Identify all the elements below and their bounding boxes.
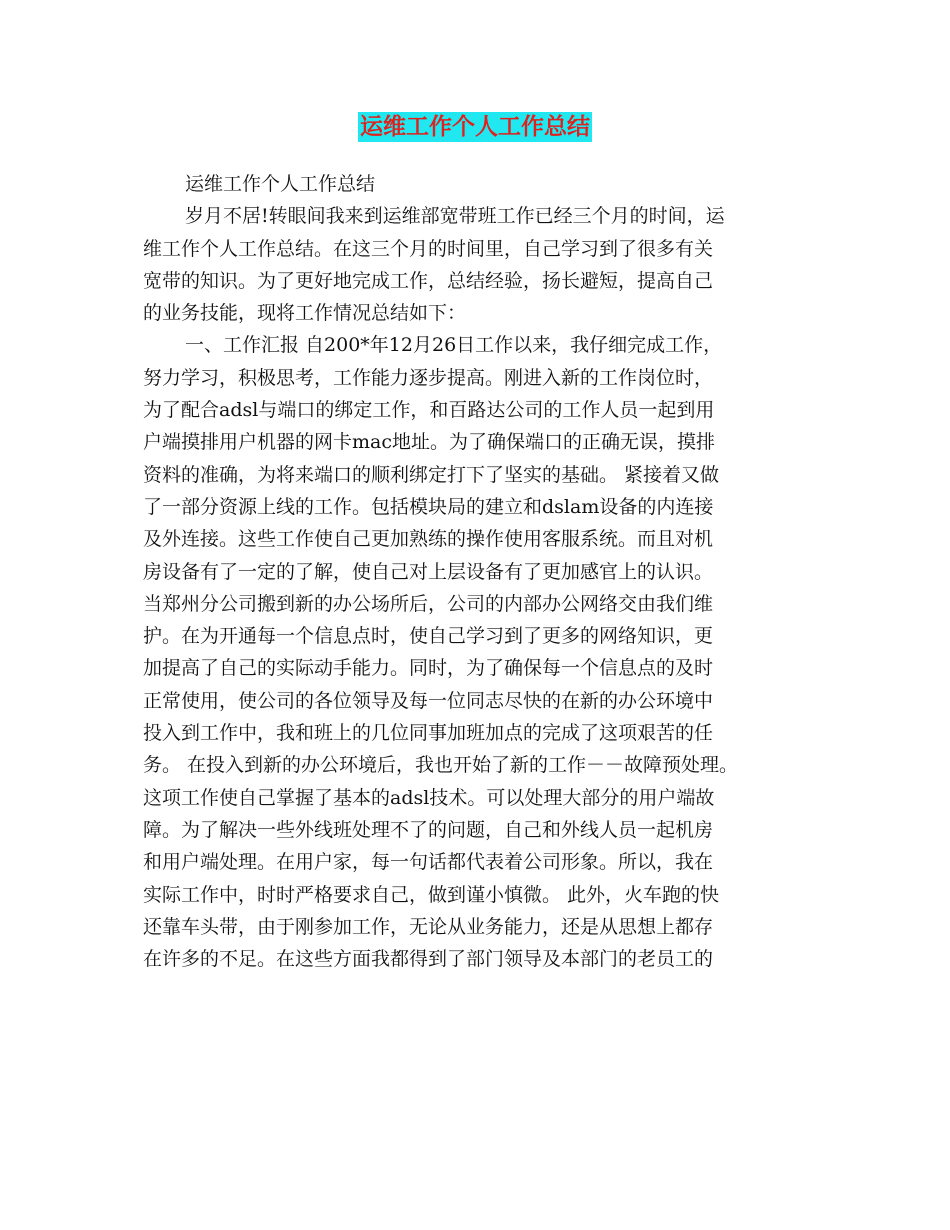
text-line: 加提高了自己的实际动手能力。同时，为了确保每一个信息点的及时	[143, 657, 714, 680]
text-line: 户端摸排用户机器的网卡mac地址。为了确保端口的正确无误，摸排	[143, 431, 715, 454]
text-line: 了一部分资源上线的工作。包括模块局的建立和dslam设备的内连接	[143, 495, 714, 518]
text-line: 房设备有了一定的了解，使自己对上层设备有了更加感官上的认识。	[143, 560, 714, 583]
text-line: 实际工作中，时时严格要求自己，做到谨小慎微。 此外，火车跑的快	[143, 883, 720, 906]
text-line: 维工作个人工作总结。在这三个月的时间里，自己学习到了很多有关	[143, 237, 714, 260]
text-line: 的业务技能，现将工作情况总结如下：	[143, 302, 467, 325]
text-line: 为了配合adsl与端口的绑定工作，和百路达公司的工作人员一起到用	[143, 399, 715, 422]
text-line: 投入到工作中，我和班上的几位同事加班加点的完成了这项艰苦的任	[143, 722, 714, 745]
text-line: 一、工作汇报 自200*年12月26日工作以来，我仔细完成工作，	[185, 334, 723, 357]
text-line: 当郑州分公司搬到新的办公场所后，公司的内部办公网络交由我们维	[143, 592, 714, 615]
text-line: 岁月不居!转眼间我来到运维部宽带班工作已经三个月的时间，运	[185, 205, 725, 228]
text-line: 这项工作使自己掌握了基本的adsl技术。可以处理大部分的用户端故	[143, 786, 715, 809]
text-line: 护。在为开通每一个信息点时，使自己学习到了更多的网络知识，更	[143, 625, 714, 648]
text-line: 宽带的知识。为了更好地完成工作，总结经验，扬长避短，提高自己	[143, 269, 714, 292]
text-line: 和用户端处理。在用户家，每一句话都代表着公司形象。所以，我在	[143, 851, 714, 874]
text-line: 及外连接。这些工作使自己更加熟练的操作使用客服系统。而且对机	[143, 528, 714, 551]
text-line: 正常使用，使公司的各位领导及每一位同志尽快的在新的办公环境中	[143, 689, 714, 712]
text-line: 运维工作个人工作总结	[185, 173, 376, 195]
text-line: 务。 在投入到新的办公环境后，我也开始了新的工作－－故障预处理。	[143, 754, 739, 777]
text-line: 资料的准确，为将来端口的顺利绑定打下了坚实的基础。 紧接着又做	[143, 463, 720, 486]
text-line: 还靠车头带，由于刚参加工作，无论从业务能力，还是从思想上都存	[143, 915, 714, 938]
title-wrapper	[0, 112, 950, 142]
text-line: 障。为了解决一些外线班处理不了的问题，自己和外线人员一起机房	[143, 818, 714, 841]
text-line: 努力学习，积极思考，工作能力逐步提高。刚进入新的工作岗位时，	[143, 366, 714, 389]
document-body	[143, 168, 823, 975]
text-line: 在许多的不足。在这些方面我都得到了部门领导及本部门的老员工的	[143, 948, 714, 971]
document-title: 运维工作个人工作总结	[360, 113, 590, 140]
